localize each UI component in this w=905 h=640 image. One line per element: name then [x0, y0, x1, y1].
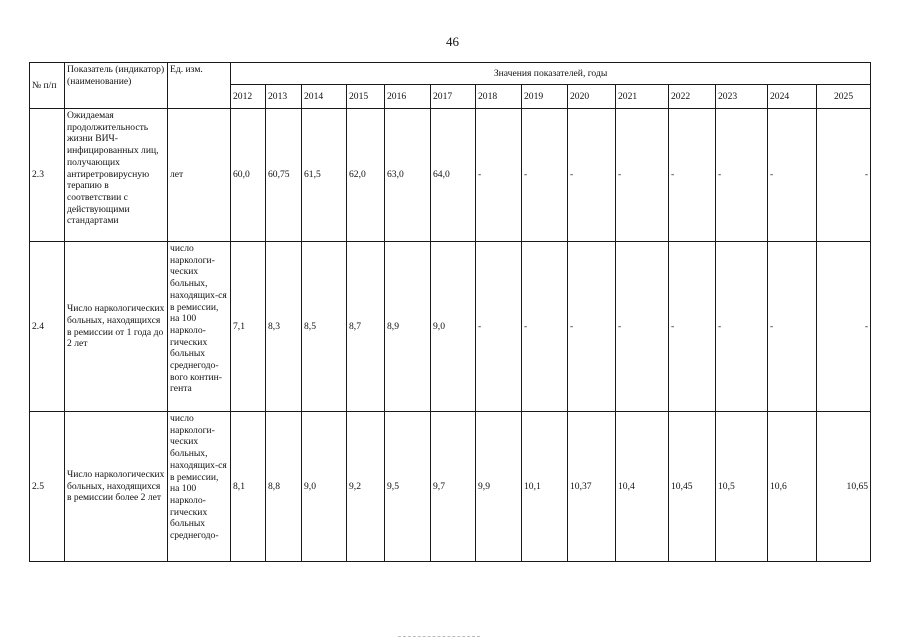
year-header: 2014: [302, 85, 347, 109]
year-header: 2017: [431, 85, 476, 109]
table-row: [30, 412, 871, 562]
row-indicator: Число наркологических больных, находящихся в ремиссии от 1 года до 2 лет: [65, 242, 168, 412]
row-value: 64,0: [431, 109, 476, 242]
page-edge-mark: [398, 636, 480, 638]
page-number: 46: [446, 34, 459, 49]
row-value: 9,0: [431, 242, 476, 412]
header-row: [30, 63, 871, 85]
row-value: 9,2: [347, 412, 385, 562]
row-num: 2.4: [30, 242, 65, 412]
row-indicator: Ожидаемая продолжительность жизни ВИЧ-инфицированных лиц, получающих антиретровирусную терапию в соответствии с действующими стандартами: [65, 109, 168, 242]
row-value: 10,45: [669, 412, 716, 562]
row-value: 10,5: [716, 412, 768, 562]
row-value: -: [616, 109, 669, 242]
indicators-table: [29, 62, 871, 562]
row-value: 60,0: [231, 109, 266, 242]
row-value: 9,5: [385, 412, 431, 562]
header-num: № п/п: [30, 63, 65, 109]
year-header: 2015: [347, 85, 385, 109]
row-value: 8,3: [266, 242, 302, 412]
row-value: 7,1: [231, 242, 266, 412]
row-value: 10,37: [568, 412, 616, 562]
row-num: 2.5: [30, 412, 65, 562]
table-row: [30, 242, 871, 412]
row-value: -: [669, 109, 716, 242]
row-num: 2.3: [30, 109, 65, 242]
row-value: 62,0: [347, 109, 385, 242]
row-value: -: [522, 109, 568, 242]
header-indicator: Показатель (индикатор) (наименование): [65, 63, 168, 109]
row-value: 8,1: [231, 412, 266, 562]
year-header: 2020: [568, 85, 616, 109]
year-header: 2023: [716, 85, 768, 109]
row-value: -: [568, 109, 616, 242]
year-header: 2012: [231, 85, 266, 109]
year-header: 2022: [669, 85, 716, 109]
row-value: 9,7: [431, 412, 476, 562]
row-value: 10,65: [817, 412, 871, 562]
row-value: 60,75: [266, 109, 302, 242]
year-header: 2018: [476, 85, 522, 109]
row-unit: лет: [168, 109, 231, 242]
table-row: [30, 109, 871, 242]
year-header: 2021: [616, 85, 669, 109]
row-value: 8,7: [347, 242, 385, 412]
row-value: -: [768, 109, 817, 242]
row-value: 63,0: [385, 109, 431, 242]
year-header: 2013: [266, 85, 302, 109]
row-value: -: [568, 242, 616, 412]
row-value: -: [476, 242, 522, 412]
row-value: -: [522, 242, 568, 412]
row-value: -: [716, 109, 768, 242]
year-header: 2024: [768, 85, 817, 109]
year-header: 2025: [817, 85, 871, 109]
header-unit: Ед. изм.: [168, 63, 231, 109]
row-value: -: [716, 242, 768, 412]
row-value: 61,5: [302, 109, 347, 242]
row-unit: число наркологи-ческих больных, находящих-ся в ремиссии, на 100 нарколо-гических больных среднегодо-вого контин-гента: [168, 242, 231, 412]
row-value: -: [669, 242, 716, 412]
year-header: 2019: [522, 85, 568, 109]
row-value: 10,4: [616, 412, 669, 562]
row-value: 8,9: [385, 242, 431, 412]
row-value: -: [768, 242, 817, 412]
row-value: 10,6: [768, 412, 817, 562]
row-value: 9,0: [302, 412, 347, 562]
row-value: -: [817, 109, 871, 242]
row-value: 8,5: [302, 242, 347, 412]
row-value: 9,9: [476, 412, 522, 562]
row-indicator: Число наркологических больных, находящихся в ремиссии более 2 лет: [65, 412, 168, 562]
row-value: 8,8: [266, 412, 302, 562]
year-header: 2016: [385, 85, 431, 109]
row-unit: число наркологи-ческих больных, находящих-ся в ремиссии, на 100 нарколо-гических больных среднегодо-: [168, 412, 231, 562]
row-value: -: [616, 242, 669, 412]
header-values: Значения показателей, годы: [231, 63, 871, 85]
row-value: -: [476, 109, 522, 242]
row-value: -: [817, 242, 871, 412]
row-value: 10,1: [522, 412, 568, 562]
